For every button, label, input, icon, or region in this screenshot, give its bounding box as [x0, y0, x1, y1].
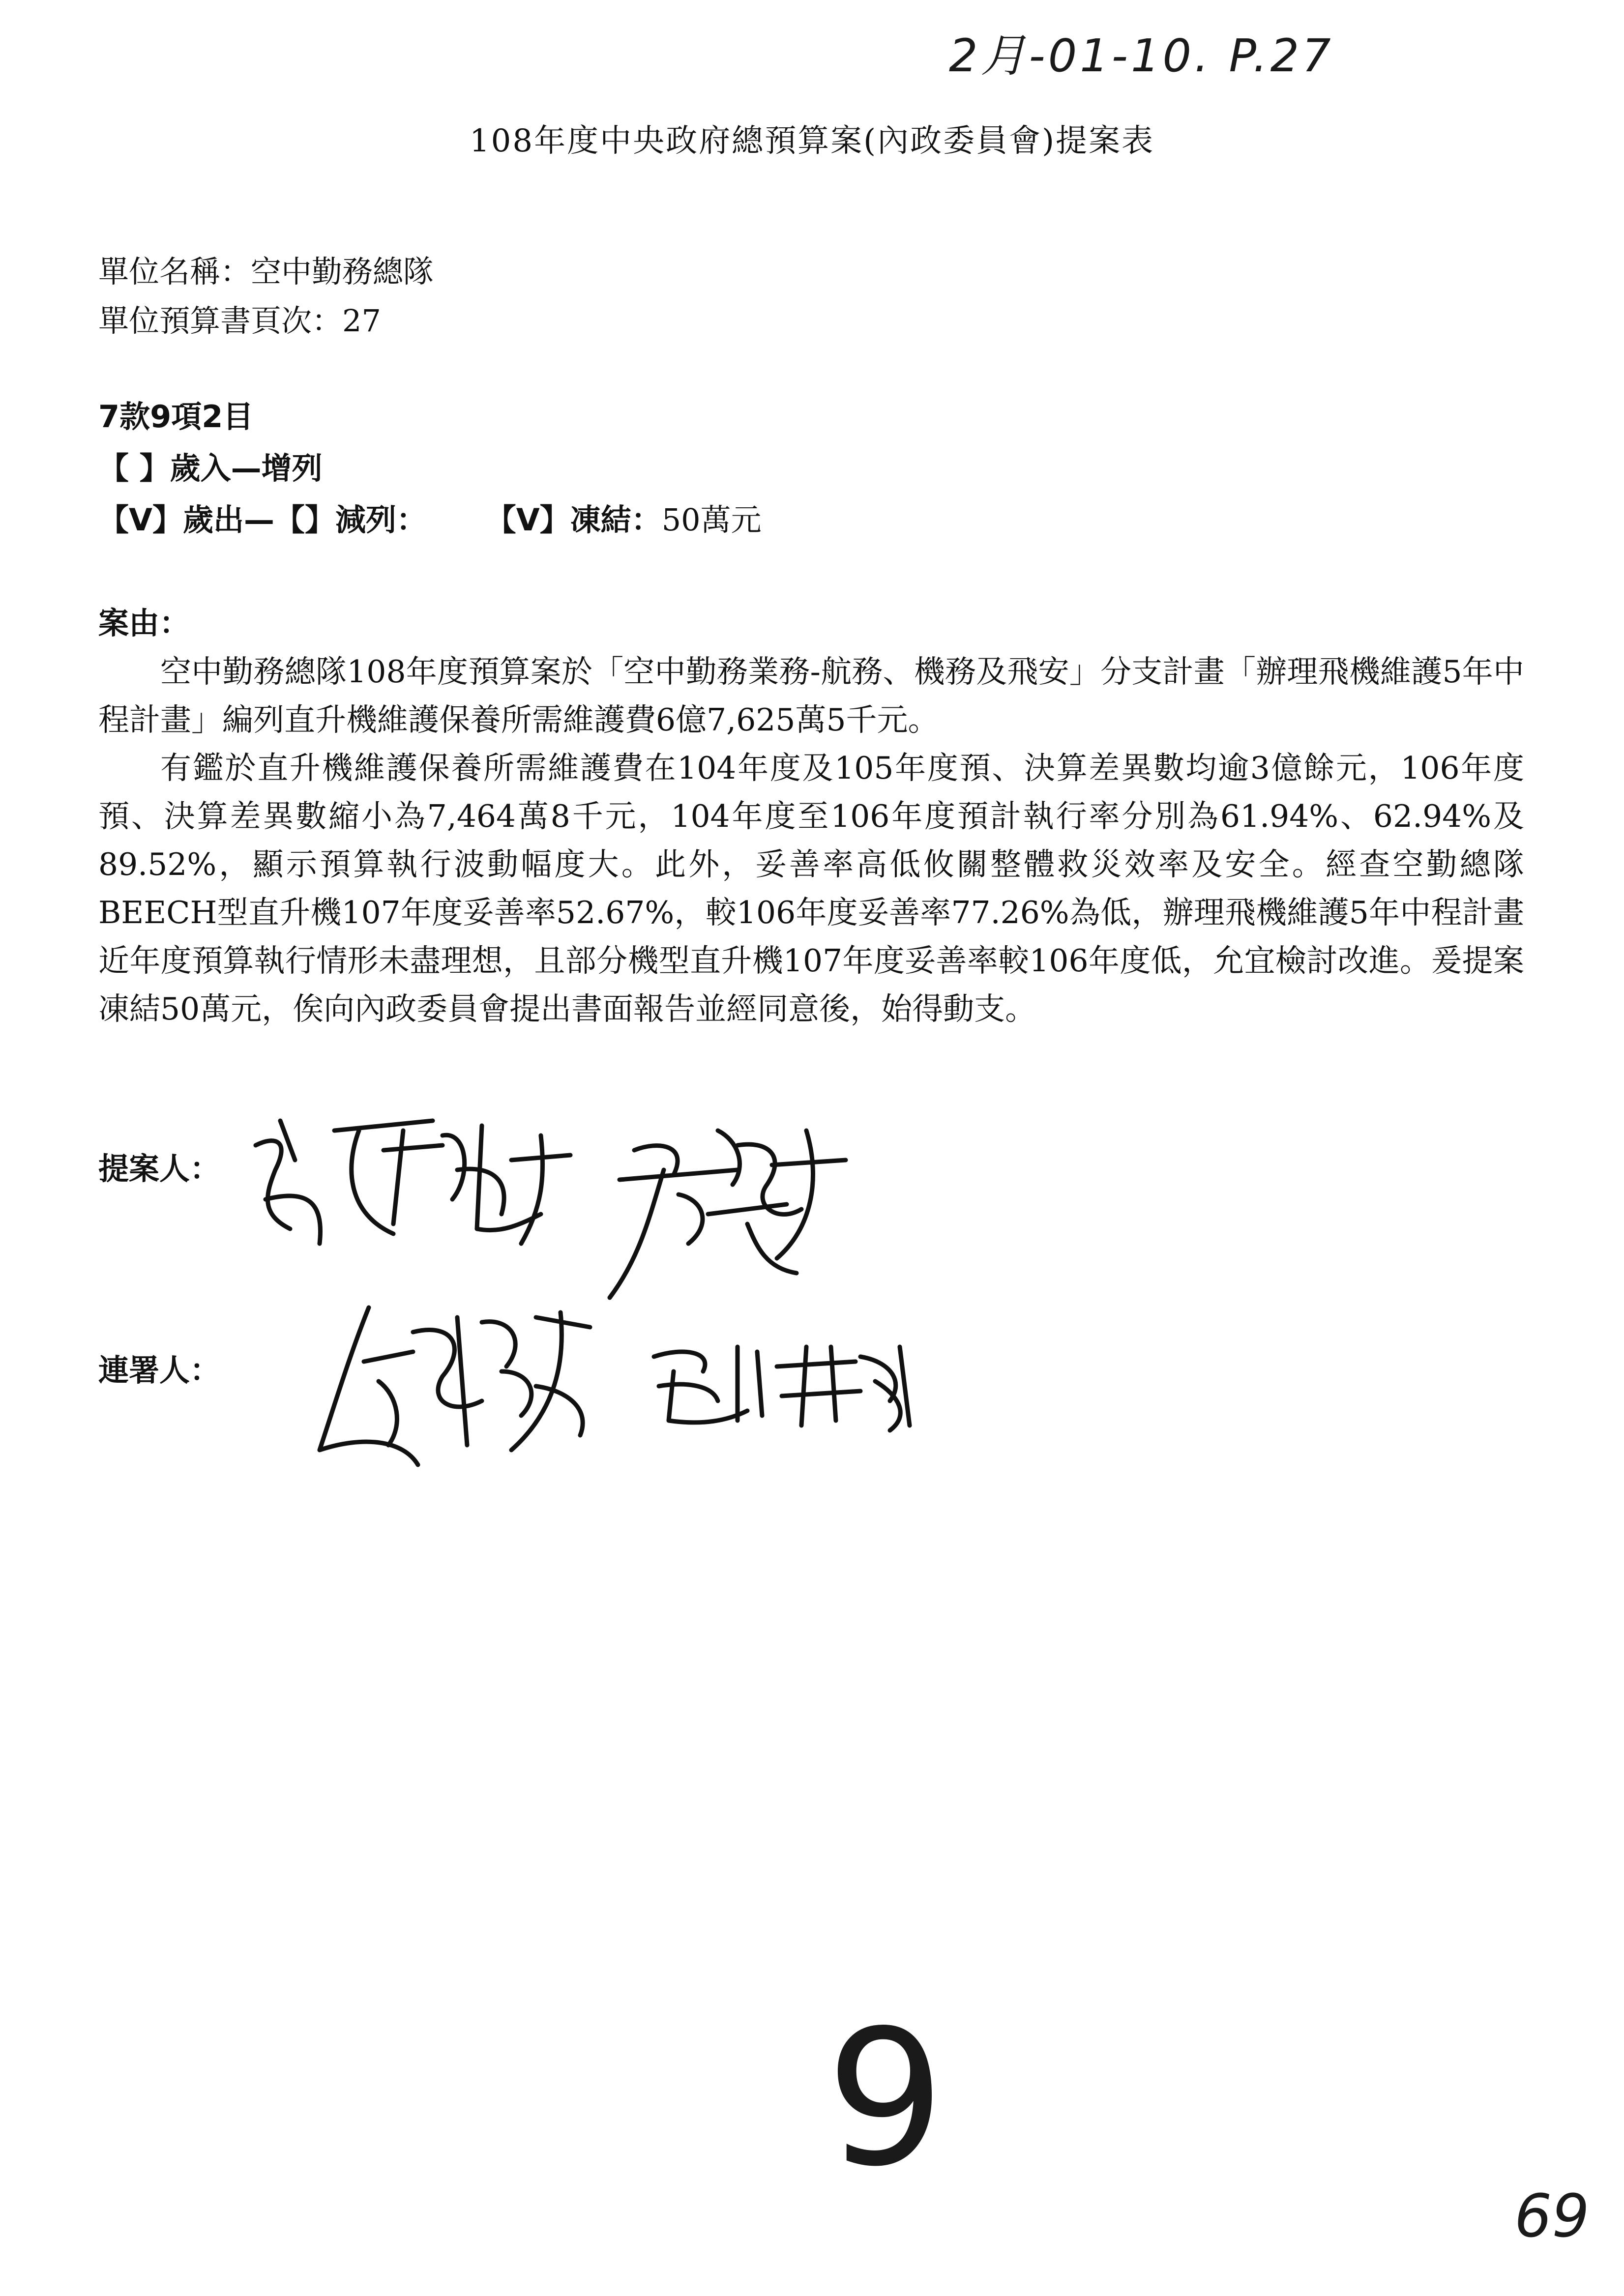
expenditure-row: [98, 496, 762, 544]
unit-page-value: 27: [342, 303, 381, 339]
proposer-signature-2: [590, 1111, 865, 1317]
unit-name-value: 空中勤務總隊: [251, 254, 434, 290]
unit-page-row: [98, 297, 381, 345]
revenue-line: 【 】歲入—增列: [98, 450, 323, 486]
freeze-label: 【V】凍結：: [485, 502, 662, 538]
corner-page-number: 69: [1514, 2182, 1590, 2251]
reason-paragraph-1: 空中勤務總隊108年度預算案於「空中勤務業務-航務、機務及飛安」分支計畫「辦理飛機維護5年中程計畫」編列直升機維護保養所需維護費6億7,625萬5千元。: [98, 654, 1524, 738]
freeze-amount: 50萬元: [661, 502, 762, 538]
unit-name-label: 單位名稱：: [98, 254, 251, 290]
expenditure-line: 【V】歲出—【】減列：: [98, 502, 427, 538]
cosigner-signature-2: [644, 1327, 919, 1435]
unit-page-label: 單位預算書頁次：: [98, 303, 343, 339]
page-title: 108年度中央政府總預算案(內政委員會)提案表: [469, 123, 1155, 159]
budget-item-code: 7款9項2目: [98, 399, 254, 435]
unit-name-row: [98, 248, 434, 295]
handwritten-page-number: 9: [826, 1990, 945, 2208]
reason-heading: 案由：: [98, 605, 190, 641]
reason-paragraph-2: 有鑑於直升機維護保養所需維護費在104年度及105年度預、決算差異數均逾3億餘元，106年度預、決算差異數縮小為7,464萬8千元，104年度至106年度預計執行率分別為61.94%、62.94%及89.52%，顯示預算執行波動幅度大。此外，妥善率高低攸關整體救災效率及安全。經查空勤總隊BEECH型直升機107年度妥善率52.67%，較106年度妥善率77.26%為低，辦理飛機維護5年中程計畫近年度預算執行情形未盡理想，且部分機型直升機107年度妥善率較106年度低，允宜檢討改進。爰提案凍結50萬元，俟向內政委員會提出書面報告並經同意後，始得動支。: [98, 750, 1524, 1027]
handwritten-reference-note: 2月-01-10. P.27: [949, 29, 1334, 82]
cosigner-label: 連署人：: [98, 1352, 221, 1388]
cosigner-signature-1: [305, 1288, 620, 1494]
proposer-signature-1: [246, 1101, 590, 1263]
proposer-label: 提案人：: [98, 1151, 221, 1187]
